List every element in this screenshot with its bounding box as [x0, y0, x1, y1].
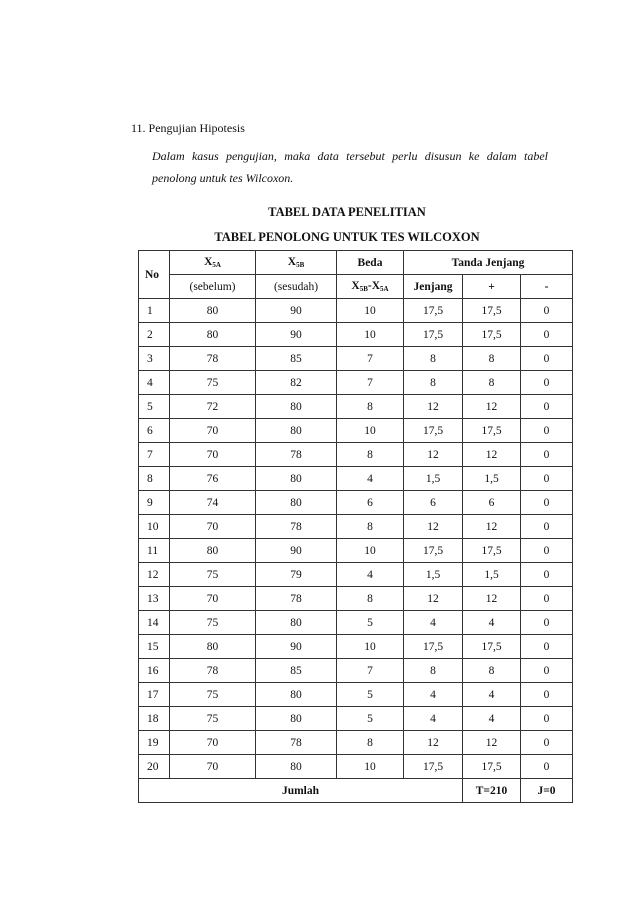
cell-x5b: 80: [256, 755, 337, 779]
table-row: [139, 659, 573, 683]
cell-x5b: 85: [256, 659, 337, 683]
cell-plus: 17,5: [463, 755, 521, 779]
header-no: No: [139, 251, 170, 299]
cell-no: 17: [139, 683, 170, 707]
cell-plus: 8: [463, 371, 521, 395]
cell-jenjang: 1,5: [404, 563, 463, 587]
header-plus: +: [463, 275, 521, 299]
cell-jenjang: 4: [404, 611, 463, 635]
cell-beda: 8: [337, 515, 404, 539]
cell-x5b: 80: [256, 419, 337, 443]
cell-jenjang: 12: [404, 587, 463, 611]
cell-x5b: 80: [256, 491, 337, 515]
cell-x5a: 75: [170, 611, 256, 635]
cell-x5b: 80: [256, 395, 337, 419]
cell-beda: 10: [337, 323, 404, 347]
cell-minus: 0: [521, 707, 573, 731]
cell-no: 14: [139, 611, 170, 635]
header-beda: Beda: [337, 251, 404, 275]
cell-minus: 0: [521, 467, 573, 491]
table-row: [139, 419, 573, 443]
cell-minus: 0: [521, 635, 573, 659]
cell-x5a: 72: [170, 395, 256, 419]
table-row: [139, 395, 573, 419]
cell-x5b: 78: [256, 515, 337, 539]
cell-minus: 0: [521, 539, 573, 563]
cell-x5a: 75: [170, 683, 256, 707]
cell-minus: 0: [521, 419, 573, 443]
cell-beda: 10: [337, 635, 404, 659]
cell-minus: 0: [521, 443, 573, 467]
cell-plus: 17,5: [463, 299, 521, 323]
header-minus: -: [521, 275, 573, 299]
cell-no: 18: [139, 707, 170, 731]
cell-plus: 8: [463, 659, 521, 683]
cell-plus: 17,5: [463, 539, 521, 563]
table-row: [139, 611, 573, 635]
cell-minus: 0: [521, 299, 573, 323]
table-row: [139, 755, 573, 779]
table-row: [139, 491, 573, 515]
table-row: [139, 515, 573, 539]
cell-jenjang: 8: [404, 659, 463, 683]
cell-x5b: 78: [256, 731, 337, 755]
cell-minus: 0: [521, 683, 573, 707]
cell-plus: 6: [463, 491, 521, 515]
cell-jenjang: 17,5: [404, 299, 463, 323]
cell-x5b: 80: [256, 611, 337, 635]
cell-jenjang: 8: [404, 347, 463, 371]
cell-x5a: 78: [170, 659, 256, 683]
header-jenjang: Jenjang: [404, 275, 463, 299]
cell-x5a: 80: [170, 635, 256, 659]
cell-plus: 1,5: [463, 467, 521, 491]
cell-x5b: 90: [256, 299, 337, 323]
cell-x5a: 70: [170, 419, 256, 443]
cell-x5b: 80: [256, 707, 337, 731]
cell-x5a: 80: [170, 299, 256, 323]
table-row: [139, 299, 573, 323]
cell-no: 8: [139, 467, 170, 491]
cell-beda: 8: [337, 731, 404, 755]
cell-jenjang: 1,5: [404, 467, 463, 491]
cell-no: 9: [139, 491, 170, 515]
table-row: [139, 347, 573, 371]
cell-minus: 0: [521, 515, 573, 539]
header-x5a: $X_{5A}$: [170, 251, 256, 275]
cell-jenjang: 12: [404, 515, 463, 539]
cell-no: 10: [139, 515, 170, 539]
cell-jenjang: 17,5: [404, 419, 463, 443]
cell-minus: 0: [521, 659, 573, 683]
cell-plus: 12: [463, 395, 521, 419]
cell-x5a: 74: [170, 491, 256, 515]
footer-t: T=210: [463, 779, 521, 803]
table-row: [139, 731, 573, 755]
cell-x5b: 90: [256, 635, 337, 659]
cell-plus: 4: [463, 683, 521, 707]
cell-no: 5: [139, 395, 170, 419]
cell-beda: 10: [337, 755, 404, 779]
cell-jenjang: 12: [404, 395, 463, 419]
cell-jenjang: 4: [404, 683, 463, 707]
table-row: [139, 587, 573, 611]
cell-no: 4: [139, 371, 170, 395]
cell-no: 19: [139, 731, 170, 755]
cell-x5b: 90: [256, 323, 337, 347]
footer-jumlah: Jumlah: [139, 779, 463, 803]
cell-beda: 4: [337, 563, 404, 587]
cell-beda: 10: [337, 539, 404, 563]
header-sesudah: (sesudah): [256, 275, 337, 299]
cell-x5b: 85: [256, 347, 337, 371]
cell-beda: 6: [337, 491, 404, 515]
cell-x5b: 90: [256, 539, 337, 563]
cell-beda: 8: [337, 443, 404, 467]
cell-x5a: 70: [170, 515, 256, 539]
table-row: [139, 443, 573, 467]
cell-x5b: 80: [256, 467, 337, 491]
cell-plus: 12: [463, 443, 521, 467]
cell-minus: 0: [521, 611, 573, 635]
section-heading: 11. Pengujian Hipotesis: [131, 121, 245, 135]
cell-minus: 0: [521, 755, 573, 779]
cell-minus: 0: [521, 347, 573, 371]
cell-jenjang: 12: [404, 443, 463, 467]
table-row: [139, 683, 573, 707]
cell-beda: 8: [337, 587, 404, 611]
table-row: [139, 563, 573, 587]
cell-plus: 12: [463, 515, 521, 539]
header-difference: $X_{5B}-X_{5A}$: [337, 275, 404, 299]
cell-plus: 8: [463, 347, 521, 371]
cell-minus: 0: [521, 371, 573, 395]
cell-no: 15: [139, 635, 170, 659]
cell-minus: 0: [521, 395, 573, 419]
cell-no: 6: [139, 419, 170, 443]
cell-no: 20: [139, 755, 170, 779]
cell-plus: 4: [463, 707, 521, 731]
wilcoxon-table: [138, 250, 573, 803]
header-tanda-jenjang: Tanda Jenjang: [404, 251, 573, 275]
table-title-1: TABEL DATA PENELITIAN: [268, 205, 426, 219]
cell-x5a: 75: [170, 707, 256, 731]
cell-beda: 5: [337, 707, 404, 731]
cell-x5a: 80: [170, 539, 256, 563]
cell-jenjang: 17,5: [404, 755, 463, 779]
cell-jenjang: 17,5: [404, 323, 463, 347]
cell-x5a: 76: [170, 467, 256, 491]
cell-x5b: 78: [256, 443, 337, 467]
cell-jenjang: 6: [404, 491, 463, 515]
cell-plus: 12: [463, 587, 521, 611]
cell-minus: 0: [521, 587, 573, 611]
cell-jenjang: 17,5: [404, 539, 463, 563]
table-row: [139, 635, 573, 659]
intro-line-2: penolong untuk tes Wilcoxon.: [152, 171, 294, 185]
cell-x5a: 75: [170, 371, 256, 395]
table-row: [139, 371, 573, 395]
cell-beda: 10: [337, 299, 404, 323]
cell-no: 16: [139, 659, 170, 683]
cell-jenjang: 8: [404, 371, 463, 395]
table-row: [139, 467, 573, 491]
cell-minus: 0: [521, 491, 573, 515]
cell-beda: 4: [337, 467, 404, 491]
cell-beda: 5: [337, 611, 404, 635]
cell-minus: 0: [521, 323, 573, 347]
table-row: [139, 323, 573, 347]
header-x5b: $X_{5B}$: [256, 251, 337, 275]
cell-no: 7: [139, 443, 170, 467]
cell-no: 12: [139, 563, 170, 587]
cell-x5a: 70: [170, 755, 256, 779]
header-sebelum: (sebelum): [170, 275, 256, 299]
cell-jenjang: 4: [404, 707, 463, 731]
cell-x5a: 75: [170, 563, 256, 587]
cell-jenjang: 17,5: [404, 635, 463, 659]
intro-line-1: Dalam kasus pengujian, maka data tersebut perlu disusun ke dalam tabel: [152, 149, 548, 163]
cell-beda: 7: [337, 659, 404, 683]
cell-jenjang: 12: [404, 731, 463, 755]
cell-minus: 0: [521, 563, 573, 587]
cell-beda: 10: [337, 419, 404, 443]
cell-no: 11: [139, 539, 170, 563]
cell-x5a: 70: [170, 443, 256, 467]
table-row: [139, 539, 573, 563]
cell-minus: 0: [521, 731, 573, 755]
cell-plus: 17,5: [463, 323, 521, 347]
cell-x5a: 78: [170, 347, 256, 371]
table-row: [139, 707, 573, 731]
cell-no: 13: [139, 587, 170, 611]
cell-beda: 7: [337, 371, 404, 395]
cell-plus: 17,5: [463, 419, 521, 443]
cell-x5a: 70: [170, 731, 256, 755]
cell-no: 1: [139, 299, 170, 323]
cell-plus: 4: [463, 611, 521, 635]
cell-x5b: 79: [256, 563, 337, 587]
cell-beda: 7: [337, 347, 404, 371]
table-title-2: TABEL PENOLONG UNTUK TES WILCOXON: [214, 230, 480, 244]
cell-x5b: 82: [256, 371, 337, 395]
footer-j: J=0: [521, 779, 573, 803]
cell-plus: 17,5: [463, 635, 521, 659]
cell-beda: 5: [337, 683, 404, 707]
cell-x5a: 80: [170, 323, 256, 347]
cell-x5b: 78: [256, 587, 337, 611]
cell-x5a: 70: [170, 587, 256, 611]
cell-no: 2: [139, 323, 170, 347]
cell-plus: 1,5: [463, 563, 521, 587]
cell-no: 3: [139, 347, 170, 371]
cell-x5b: 80: [256, 683, 337, 707]
cell-beda: 8: [337, 395, 404, 419]
cell-plus: 12: [463, 731, 521, 755]
